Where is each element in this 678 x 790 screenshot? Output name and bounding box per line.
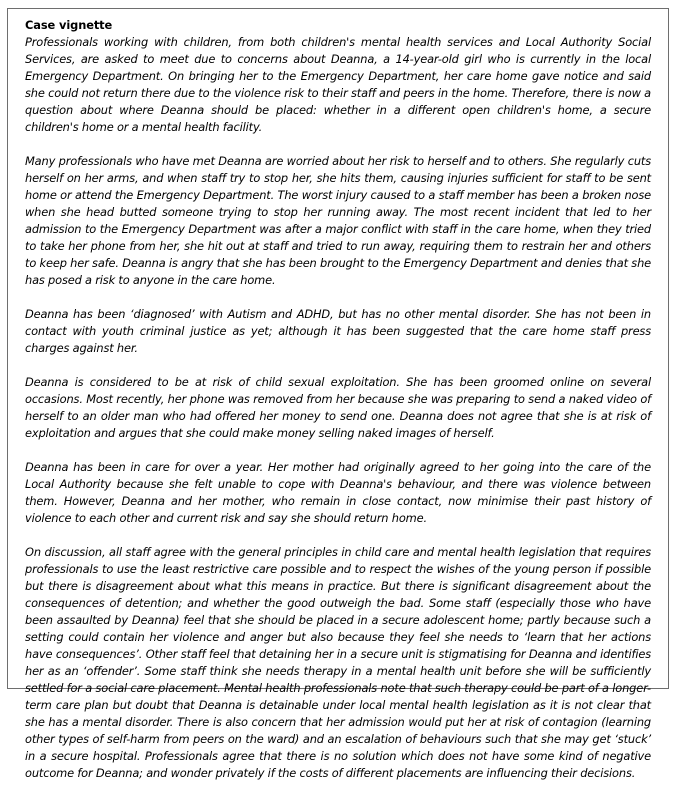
case-vignette-box [7, 8, 669, 780]
vignette-heading: Case vignette [25, 18, 113, 32]
vignette-paragraph-6: On discussion, all staff agree with the general principles in child care and mental health legislation that requires professionals to use the least restrictive care possible and to respect the wishes of the young person if possible but there is disagreement about what this means in practice. But there is significant disagreement about the consequences of detention; and whether the good outweigh the bad. Some staff (especially those who have been assaulted by Deanna) feel that she should be placed in a secure adolescent home; partly because such a setting could contain her violence and anger but also because they feel she needs to ‘learn that her actions have consequences’. Other staff feel that detaining her in a secure unit is stigmatising for Deanna and identifies her as an ‘offender’. Some staff think she needs therapy in a mental health unit before she will be sufficiently settled for a social care placement. Mental health professionals note that such therapy could be part of a longer-term care plan but doubt that Deanna is detainable under local mental health legislation as it is not clear that she has a mental disorder. There is also concern that her admission would put her at risk of contagion (learning other types of self-harm from peers on the ward) and an escalation of behaviours such that she may get ‘stuck’ in a secure hospital. Professionals agree that there is no solution which does not have some kind of negative outcome for Deanna; and wonder privately if the costs of different placements are influencing their decisions. [25, 545, 651, 780]
vignette-paragraph-1: Professionals working with children, from both children's mental health services and Local Authority Social Services, are asked to meet due to concerns about Deanna, a 14-year-old girl who is currently in the local Emergency Department. On bringing her to the Emergency Department, her care home gave notice and said she could not return there due to the violence risk to their staff and peers in the home. Therefore, there is now a question about where Deanna should be placed: whether in a different open children's home, a secure children's home or a mental health facility. [25, 35, 651, 134]
vignette-paragraph-4: Deanna is considered to be at risk of child sexual exploitation. She has been groomed online on several occasions. Most recently, her phone was removed from her because she was preparing to send a naked video of herself to an older man who had offered her money to send one. Deanna does not agree that she is at risk of exploitation and argues that she could make money selling naked images of herself. [25, 375, 651, 440]
vignette-content [8, 9, 668, 790]
vignette-paragraph-2: Many professionals who have met Deanna are worried about her risk to herself and to others. She regularly cuts herself on her arms, and when staff try to stop her, she hits them, causing injuries sufficient for staff to be sent home or attend the Emergency Department. The worst injury caused to a staff member has been a broken nose when she head butted someone trying to stop her running away. The most recent incident that led to her admission to the Emergency Department was after a major conflict with staff in the care home, when they tried to take her phone from her, she hit out at staff and tried to run away, requiring them to restrain her and others to keep her safe. Deanna is angry that she has been brought to the Emergency Department and denies that she has posed a risk to anyone in the care home. [25, 154, 651, 287]
vignette-paragraph-5: Deanna has been in care for over a year. Her mother had originally agreed to her going into the care of the Local Authority because she felt unable to cope with Deanna's behaviour, and there was violence between them. However, Deanna and her mother, who remain in close contact, now minimise their past history of violence to each other and current risk and say she should return home. [25, 460, 651, 525]
vignette-paragraph-3: Deanna has been ‘diagnosed’ with Autism and ADHD, but has no other mental disorder. She has not been in contact with youth criminal justice as yet; although it has been suggested that the care home staff press charges against her. [25, 307, 651, 355]
